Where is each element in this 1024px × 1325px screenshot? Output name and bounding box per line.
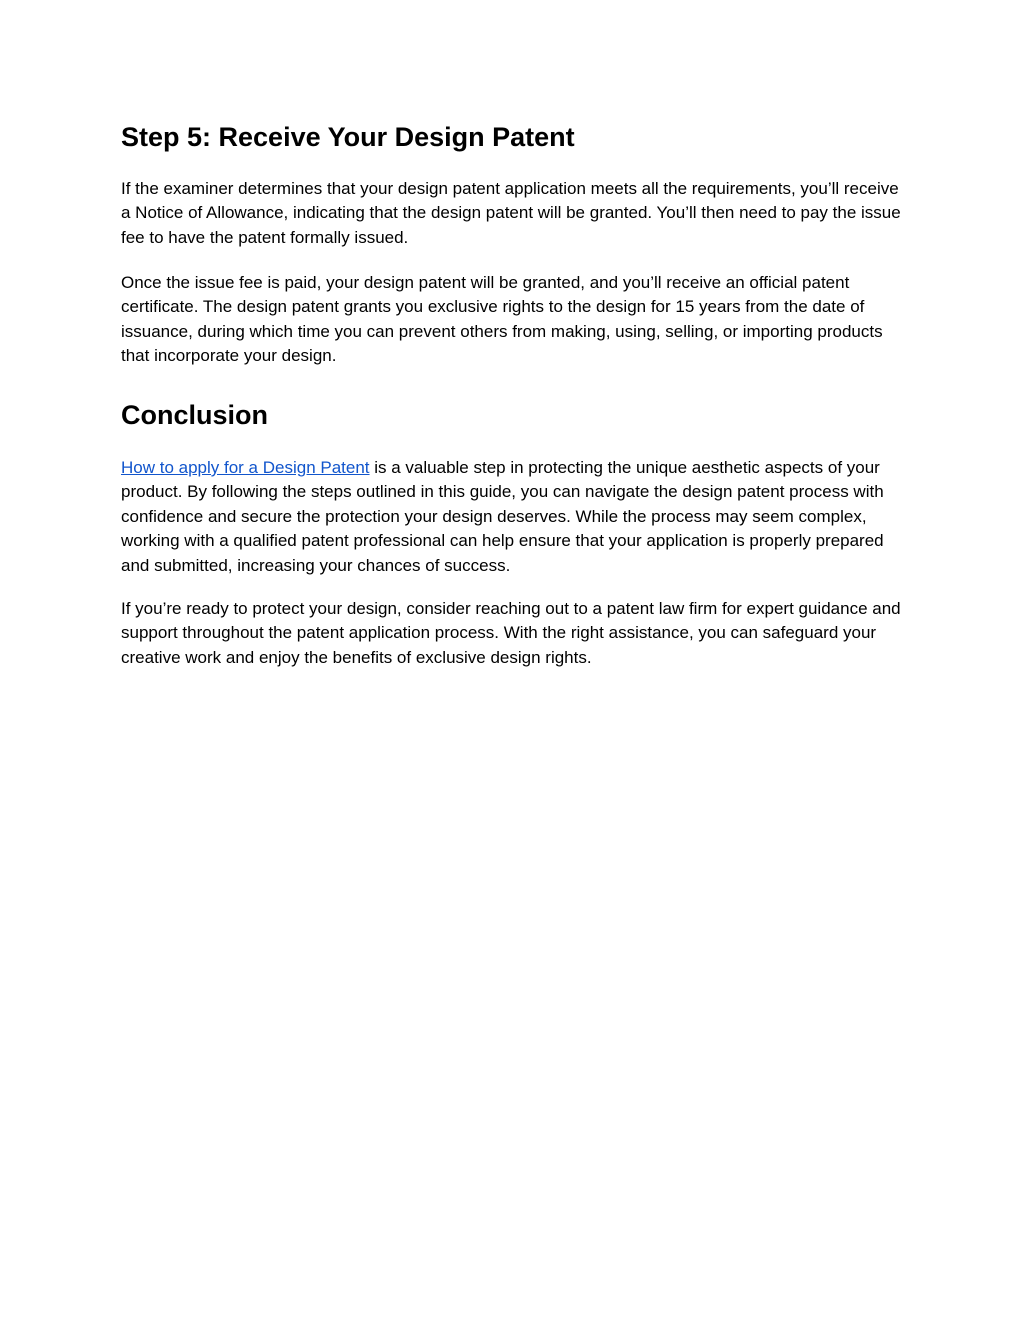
conclusion-paragraph-1	[121, 456, 911, 578]
conclusion-paragraph-1-text: is a valuable step in protecting the unique aesthetic aspects of your product. By following the steps outlined in this guide, you can navigate the design patent process with confidence and secure the protection your design deserves. While the process may seem complex, working with a qualified patent professional can help ensure that your application is properly prepared and submitted, increasing your chances of success.	[121, 458, 884, 575]
step5-heading: Step 5: Receive Your Design Patent	[121, 122, 575, 152]
step5-paragraph-2: Once the issue fee is paid, your design patent will be granted, and you’ll receive an official patent certificate. The design patent grants you exclusive rights to the design for 15 years from the date of issuance, during which time you can prevent others from making, using, selling, or importing products that incorporate your design.	[121, 273, 883, 366]
design-patent-link[interactable]: How to apply for a Design Patent	[121, 458, 370, 477]
conclusion-paragraph-2: If you’re ready to protect your design, consider reaching out to a patent law firm for expert guidance and support throughout the patent application process. With the right assistance, you can safeguard your creative work and enjoy the benefits of exclusive design rights.	[121, 599, 901, 667]
step5-paragraph-1: If the examiner determines that your design patent application meets all the requirements, you’ll receive a Notice of Allowance, indicating that the design patent will be granted. You’ll then need to pay the issue fee to have the patent formally issued.	[121, 179, 901, 247]
conclusion-heading: Conclusion	[121, 400, 268, 430]
